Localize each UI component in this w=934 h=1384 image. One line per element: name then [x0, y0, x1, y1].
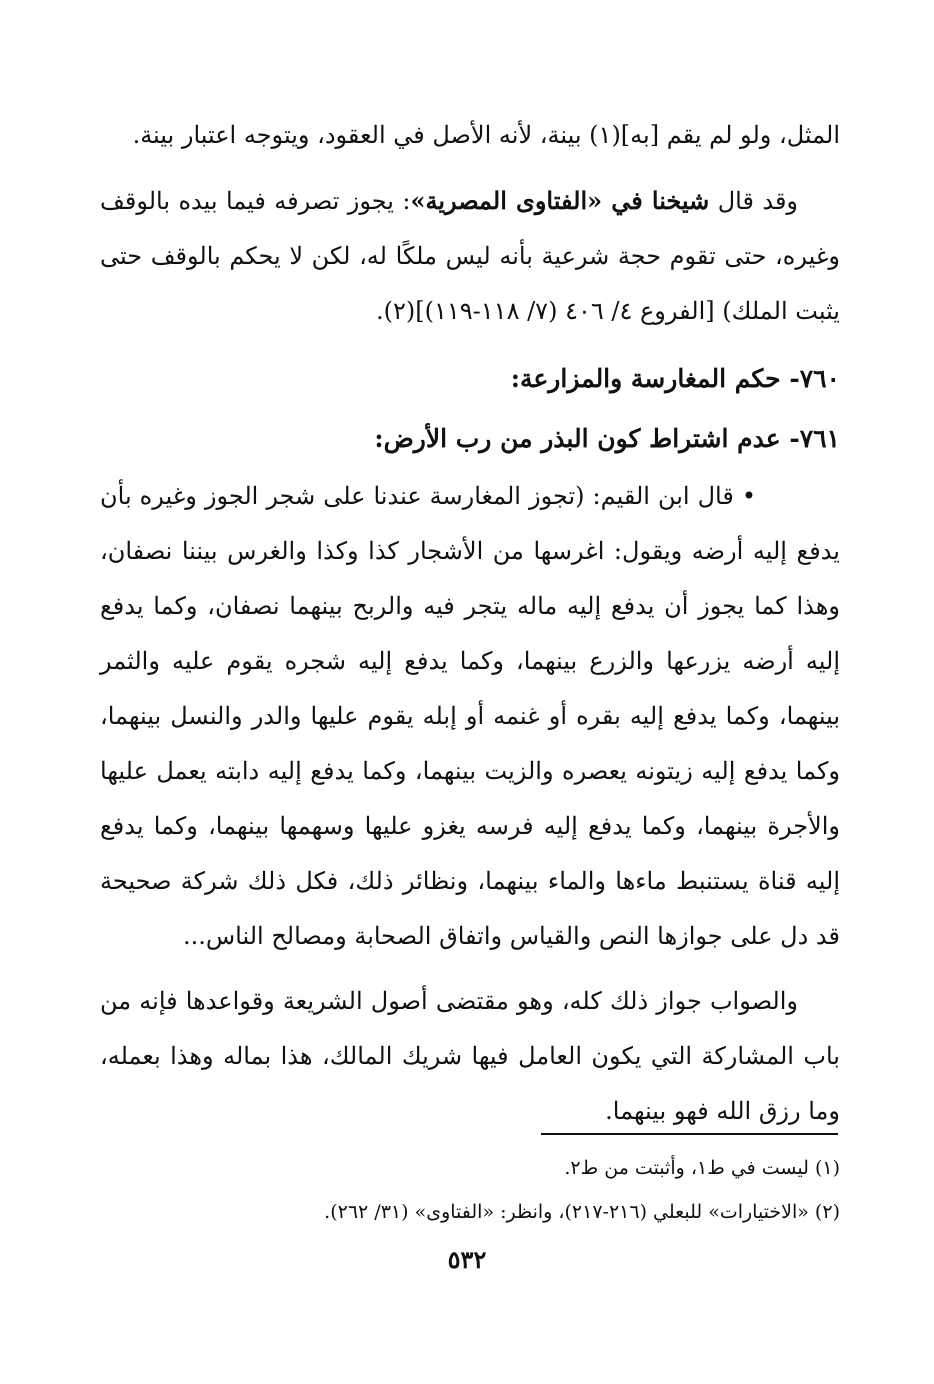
paragraph-1: المثل، ولو لم يقم [به](١) بينة، لأنه الأصل في العقود، ويتوجه اعتبار بينة. [132, 121, 840, 149]
footnote-1: (١) ليست في ط١، وأثبتت من ط٢. [564, 1157, 840, 1179]
heading-760: ٧٦٠- حكم المغارسة والمزارعة: [510, 364, 840, 393]
heading-761: ٧٦١- عدم اشتراط كون البذر من رب الأرض: [374, 424, 840, 453]
paragraph-2-rest: : يجوز تصرفه فيما بيده بالوقف وغيره، حتى تقوم حجة شرعية بأنه ليس ملكًا له، لكن لا يحكم بالوقف حتى يثبت الملك) [الفروع ٤/ ٤٠٦ (٧/ ١١٨-١١٩)](٢). [100, 187, 840, 325]
footnote-divider [541, 1133, 838, 1135]
bullet-icon: • [741, 482, 756, 510]
paragraph-2-prefix: وقد قال [709, 187, 799, 215]
footnote-2: (٢) «الاختيارات» للبعلي (٢١٦-٢١٧)، وانظر: «الفتاوى» (٣١/ ٢٦٢). [324, 1201, 840, 1223]
paragraph-2-bold-source: شيخنا في «الفتاوى المصرية» [410, 186, 710, 215]
paragraph-2 [100, 173, 840, 339]
paragraph-3 [100, 469, 840, 964]
page-body [100, 108, 840, 1149]
page-number: ٥٣٢ [447, 1245, 487, 1274]
footnotes [100, 1146, 840, 1234]
paragraph-4: والصواب جواز ذلك كله، وهو مقتضى أصول الشريعة وقواعدها فإنه من باب المشاركة التي يكون العامل فيها شريك المالك، هذا بماله وهذا بعمله، وما رزق الله فهو بينهما. [100, 987, 840, 1125]
paragraph-3-text: قال ابن القيم: (تجوز المغارسة عندنا على شجر الجوز وغيره بأن يدفع إليه أرضه ويقول: اغرسها من الأشجار كذا وكذا والغرس بيننا نصفان، وهذا كما يجوز أن يدفع إليه ماله يتجر فيه والربح بينهما نصفان، وكما يدفع إليه أرضه يزرعها والزرع بينهما، وكما يدفع إليه شجره يقوم عليه والثمر بينهما، وكما يدفع إليه بقره أو غنمه أو إبله يقوم عليها والدر والنسل بينهما، وكما يدفع إليه زيتونه يعصره والزيت بينهما، وكما يدفع إليه دابته يعمل عليها والأجرة بينهما، وكما يدفع إليه فرسه يغزو عليها وسهمها بينهما، وكما يدفع إليه قناة يستنبط ماءها والماء بينهما، ونظائر ذلك، فكل ذلك شركة صحيحة قد دل على جوازها النص والقياس واتفاق الصحابة ومصالح الناس... [100, 482, 840, 950]
